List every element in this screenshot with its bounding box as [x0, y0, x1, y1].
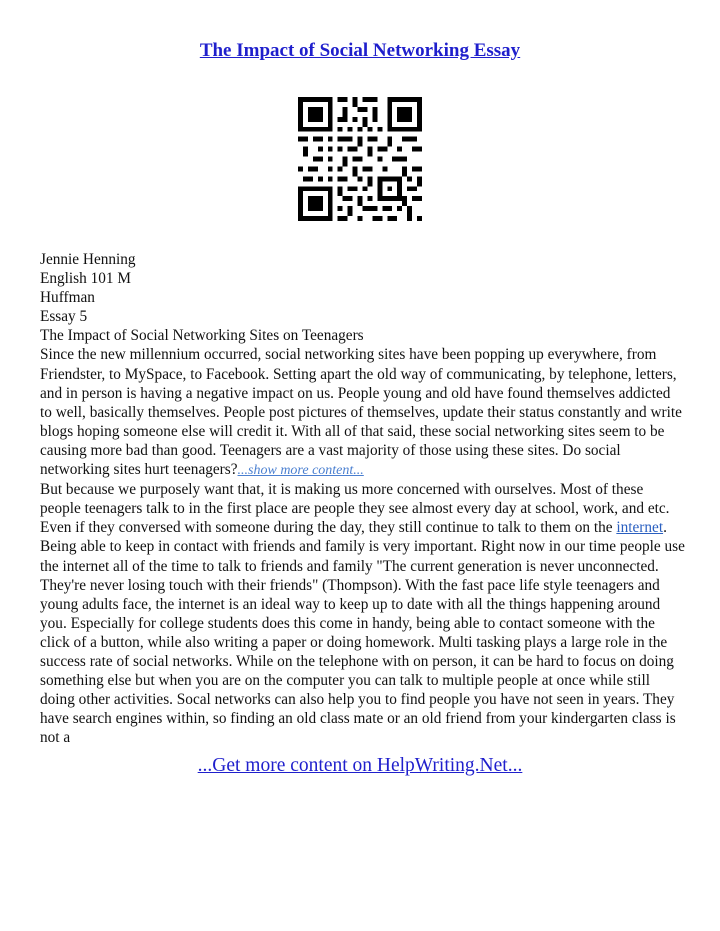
qr-code-icon [298, 97, 422, 221]
essay-body [40, 250, 685, 747]
page-title [0, 40, 720, 62]
get-more-content-banner [0, 755, 720, 777]
essay-paragraph-2 [40, 480, 685, 747]
essay-title: The Impact of Social Networking Sites on Teenagers [40, 327, 364, 345]
get-more-content-link[interactable]: ...Get more content on HelpWriting.Net... [197, 755, 523, 776]
paragraph-2-text-start: But because we purposely want that, it is making us more concerned with ourselves. Most of these people teenagers talk to in the first place are people they see almost every day at school, work, and etc. Even if they conversed with someone during the day, they still continue to talk to them on the [40, 481, 670, 537]
paragraph-2-text-end: . Being able to keep in contact with friends and family is very important. Right now in our time people use the internet all of the time to talk to friends and family "The current generation is never unconnected. They're never losing touch with their friends" (Thompson). With the fast pace life style teenagers and young adults face, the internet is an ideal way to keep up to date with all the things happening around you. Especially for college students does this come in handy, being able to contact someone with the click of a button, while also writing a paper or doing homework. Multi tasking plays a large role in the success rate of social networks. While on the telephone with on person, it can be hard to focus on doing something else but when you are on the computer you can talk to multiple people at once while still doing other activities. Socal networks can also help you to find people you have not seen in years. They have search engines within, so finding an old class mate or an old friend from your kindergarten class is not a [40, 519, 685, 747]
author-name: Jennie Henning [40, 251, 136, 268]
show-more-link[interactable]: ...show more content... [237, 463, 364, 479]
internet-link[interactable]: internet [616, 519, 664, 537]
course-name: English 101 M [40, 270, 131, 288]
title-link[interactable]: The Impact of Social Networking Essay [199, 40, 521, 61]
assignment-label: Essay 5 [40, 308, 88, 326]
paragraph-1-text: Since the new millennium occurred, social networking sites have been popping up everywhere, from Friendster, to MySpace, to Facebook. Setting apart the old way of communicating, by telephone, letters, and in person is having a negative impact on us. People young and old have found themselves addicted to well, basically themselves. People post pictures of themselves, update their status constantly and write blogs hoping someone else will credit it. With all of that said, these social networking sites seem to be causing more bad than good. Teenagers are a vast majority of those using these sites. Do social networking sites hurt teenagers? [40, 346, 682, 479]
essay-paragraph-1 [40, 345, 685, 480]
instructor-name: Huffman [40, 289, 95, 307]
